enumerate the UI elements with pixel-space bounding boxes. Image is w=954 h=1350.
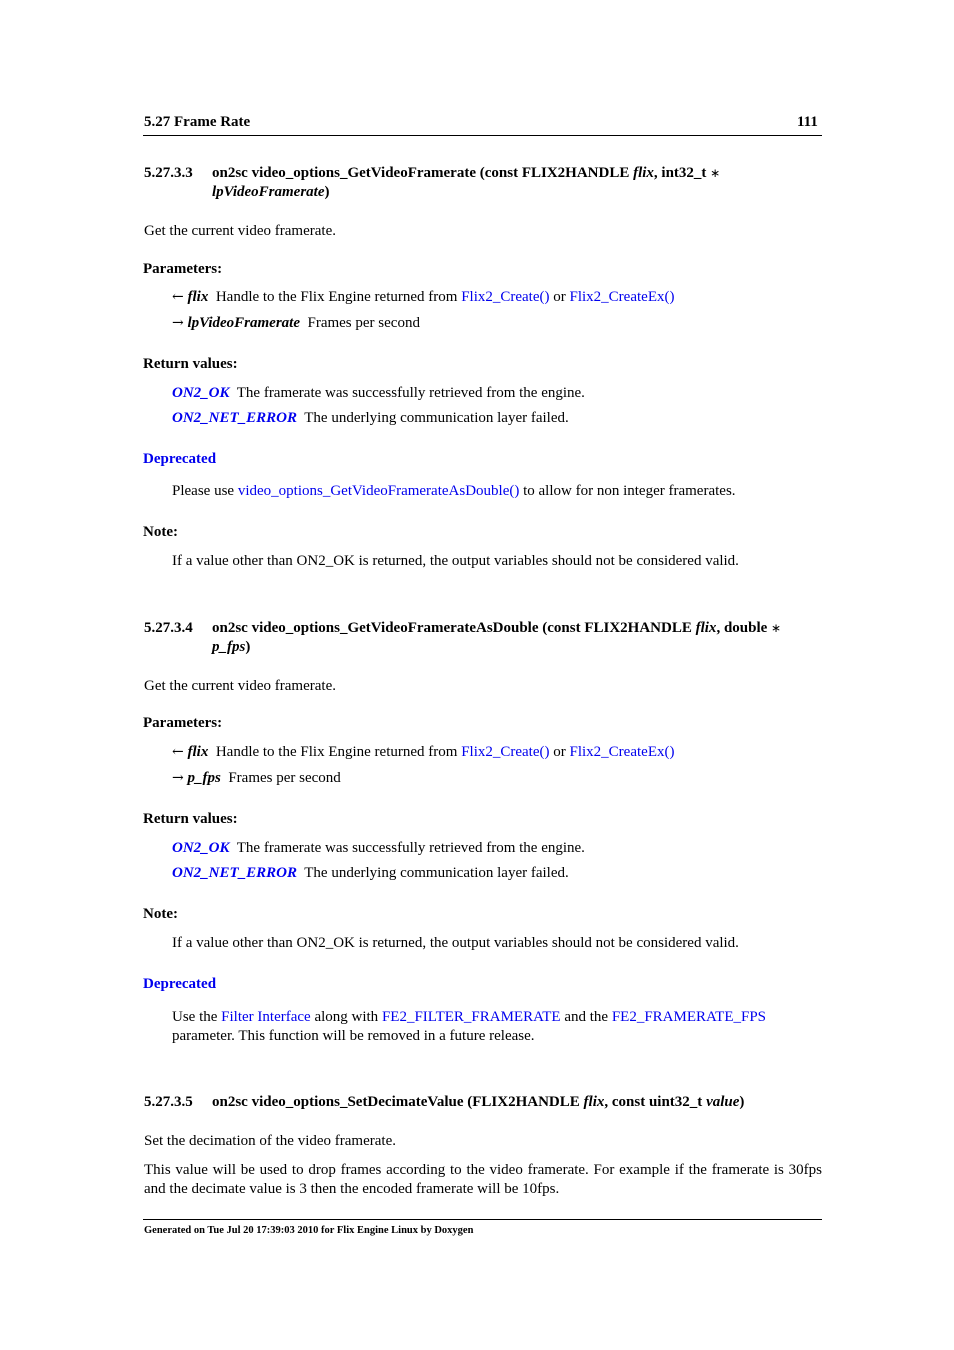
param-row — [172, 289, 674, 306]
function-signature-line2 — [212, 639, 250, 656]
return-row — [172, 865, 569, 882]
return-desc: The framerate was successfully retrieved from the engine. — [236, 385, 585, 401]
parameters-title: Parameters: — [143, 261, 223, 277]
description: Get the current video framerate. — [144, 223, 336, 239]
deprecated-desc: Please use — [172, 483, 238, 499]
description: Get the current video framerate. — [144, 678, 336, 694]
link-filter-interface[interactable]: Filter Interface — [221, 1009, 311, 1025]
footer-text: Generated on Tue Jul 20 17:39:03 2010 for Flix Engine Linux by Doxygen — [144, 1225, 474, 1236]
section-number: 5.27.3.5 — [144, 1094, 193, 1110]
signature-param: flix — [633, 165, 654, 181]
signature-text: ) — [245, 639, 251, 655]
param-desc: Frames per second — [307, 315, 420, 331]
return-desc: The framerate was successfully retrieved from the engine. — [236, 840, 585, 856]
deprecated-text — [172, 483, 736, 500]
signature-text: ) — [324, 184, 330, 200]
link-on2-ok[interactable]: ON2_OK — [172, 385, 230, 401]
param-desc: Handle to the Flix Engine returned from — [215, 289, 462, 305]
deprecated-desc: and the — [560, 1009, 612, 1025]
param-desc: Handle to the Flix Engine returned from — [215, 744, 462, 760]
deprecated-desc: to allow for non integer framerates. — [519, 483, 736, 499]
link-deprecated[interactable]: Deprecated — [143, 976, 217, 992]
return-row — [172, 840, 585, 857]
signature-text: , const uint32_t — [604, 1094, 707, 1110]
link-flix2-createex[interactable]: Flix2_CreateEx() — [569, 289, 675, 305]
link-fe2-filter-framerate[interactable]: FE2_FILTER_FRAMERATE — [381, 1009, 561, 1025]
function-signature — [212, 165, 720, 182]
function-signature — [212, 620, 781, 637]
link-on2-ok[interactable]: ON2_OK — [172, 840, 230, 856]
link-fe2-framerate-fps[interactable]: FE2_FRAMERATE_FPS — [611, 1009, 767, 1025]
deprecated-desc: parameter. This function will be removed in a future release. — [172, 1028, 535, 1044]
return-row — [172, 410, 569, 427]
deprecated-desc: Use the — [172, 1009, 222, 1025]
param-desc: or — [549, 744, 570, 760]
param-name: flix — [187, 289, 209, 305]
return-row — [172, 385, 585, 402]
return-values-title: Return values: — [143, 811, 238, 827]
signature-text: on2sc video_options_SetDecimateValue (FLIX2HANDLE — [212, 1094, 584, 1110]
return-desc: The underlying communication layer failed. — [304, 865, 569, 881]
param-row — [172, 315, 420, 332]
running-header-section: 5.27 Frame Rate — [144, 114, 251, 130]
signature-text: on2sc video_options_GetVideoFramerateAsDouble (const FLIX2HANDLE — [212, 620, 696, 636]
note-text: If a value other than ON2_OK is returned, the output variables should not be considered valid. — [172, 935, 739, 951]
function-signature-line2 — [212, 184, 330, 201]
deprecated-text — [172, 1008, 822, 1046]
direction-in-icon: ← — [172, 744, 184, 760]
signature-text: ) — [739, 1094, 745, 1110]
signature-param: value — [706, 1094, 740, 1110]
deprecated-desc: along with — [310, 1009, 382, 1025]
param-name: p_fps — [187, 770, 221, 786]
signature-text: , double — [716, 620, 772, 636]
param-row — [172, 770, 341, 787]
link-flix2-create[interactable]: Flix2_Create() — [461, 744, 550, 760]
direction-out-icon: → — [172, 315, 184, 331]
signature-param: flix — [583, 1094, 605, 1110]
signature-text: , int32_t — [653, 165, 711, 181]
signature-text: on2sc video_options_GetVideoFramerate (const FLIX2HANDLE — [212, 165, 634, 181]
header-rule — [143, 135, 822, 136]
body-paragraph: This value will be used to drop frames according to the video framerate. For example if the framerate is 30fps and the decimate value is 3 then the encoded framerate will be 10fps. — [144, 1162, 822, 1197]
param-desc: or — [549, 289, 570, 305]
signature-param: lpVideoFramerate — [212, 184, 325, 200]
return-desc: The underlying communication layer failed. — [304, 410, 569, 426]
note-title: Note: — [143, 906, 178, 922]
signature-param: p_fps — [212, 639, 246, 655]
signature-param: flix — [695, 620, 717, 636]
pointer-star: ∗ — [771, 621, 782, 635]
footer-rule — [143, 1219, 822, 1220]
direction-out-icon: → — [172, 770, 184, 786]
link-on2-net-error[interactable]: ON2_NET_ERROR — [172, 865, 298, 881]
link-flix2-createex[interactable]: Flix2_CreateEx() — [569, 744, 675, 760]
param-desc: Frames per second — [228, 770, 341, 786]
section-number: 5.27.3.4 — [144, 620, 193, 636]
section-number: 5.27.3.3 — [144, 165, 193, 181]
return-values-title: Return values: — [143, 356, 238, 372]
link-getvideoframerateasdouble[interactable]: video_options_GetVideoFramerateAsDouble() — [237, 483, 520, 499]
function-signature — [212, 1094, 744, 1111]
pointer-star: ∗ — [710, 166, 721, 180]
param-row — [172, 744, 674, 761]
description: Set the decimation of the video framerate. — [144, 1133, 396, 1149]
link-deprecated[interactable]: Deprecated — [143, 451, 217, 467]
direction-in-icon: ← — [172, 289, 184, 305]
parameters-title: Parameters: — [143, 715, 223, 731]
param-name: lpVideoFramerate — [187, 315, 300, 331]
link-flix2-create[interactable]: Flix2_Create() — [461, 289, 550, 305]
note-text: If a value other than ON2_OK is returned, the output variables should not be considered valid. — [172, 553, 739, 569]
param-name: flix — [187, 744, 209, 760]
link-on2-net-error[interactable]: ON2_NET_ERROR — [172, 410, 298, 426]
page-number: 111 — [797, 114, 818, 130]
note-title: Note: — [143, 524, 178, 540]
